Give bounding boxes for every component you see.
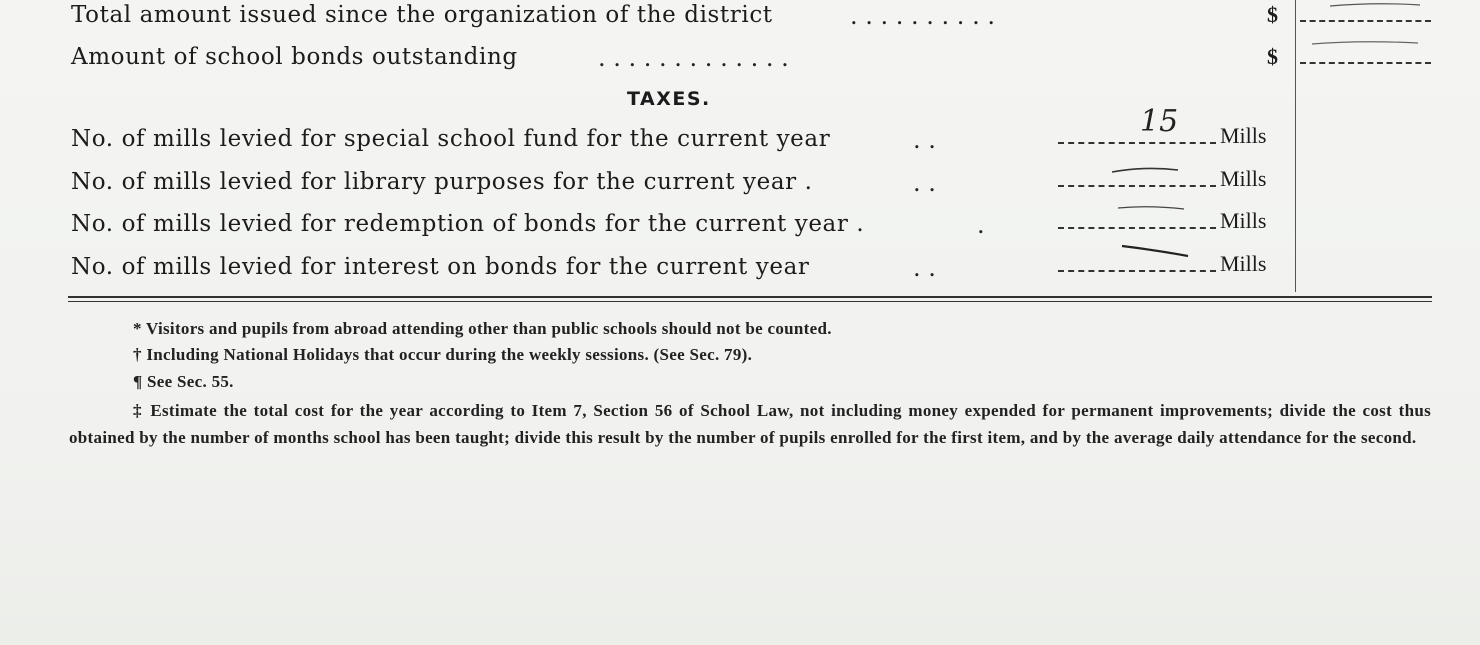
- pen-stroke-redemption: [1118, 207, 1184, 209]
- pen-stroke-library: [1112, 168, 1178, 172]
- tax-row-special-fund-unit: Mills: [1220, 123, 1267, 148]
- bonds-total-issued-label: Total amount issued since the organization of the district: [71, 2, 773, 28]
- tax-row-redemption-unit: Mills: [1220, 208, 1267, 233]
- footnote-visitors: * Visitors and pupils from abroad attending other than public schools should not be counted.: [133, 319, 832, 338]
- bonds-total-currency: $: [1267, 2, 1278, 27]
- section-rule-top: [68, 296, 1432, 298]
- tax-row-library-label: No. of mills levied for library purposes for the current year .: [71, 169, 813, 195]
- tax-row-interest-leader: . .: [913, 254, 936, 282]
- tax-row-library-leader: . .: [913, 169, 936, 197]
- tax-row-special-fund-label: No. of mills levied for special school fund for the current year: [71, 126, 831, 152]
- pen-stroke-outstanding: [1312, 42, 1418, 44]
- bonds-outstanding-currency: $: [1267, 44, 1278, 69]
- bonds-outstanding-label: Amount of school bonds outstanding: [71, 44, 518, 70]
- tax-row-redemption-label: No. of mills levied for redemption of bonds for the current year .: [71, 211, 865, 237]
- footnote-holidays: † Including National Holidays that occur during the weekly sessions. (See Sec. 79).: [133, 345, 753, 364]
- pen-stroke-total: [1330, 4, 1420, 6]
- tax-row-special-fund-value: 15: [1140, 104, 1179, 139]
- footnote-see-sec: ¶ See Sec. 55.: [133, 372, 234, 391]
- tax-row-interest-unit: Mills: [1220, 251, 1267, 276]
- footnote-estimate: ‡ Estimate the total cost for the year according to Item 7, Section 56 of School Law, not including money expended for permanent improvements; divide the cost thus obtained by the number of months school has been taught; divide this result by the number of pupils enrolled for the first item, and by the average daily attendance for the second.: [69, 401, 1431, 447]
- bonds-outstanding-leader: . . . . . . . . . . . . .: [598, 44, 789, 72]
- taxes-heading: TAXES.: [627, 88, 711, 110]
- tax-row-redemption-leader: .: [977, 211, 985, 239]
- tax-row-library-unit: Mills: [1220, 166, 1267, 191]
- tax-row-special-fund-leader: . .: [913, 126, 936, 154]
- bonds-total-issued-leader: . . . . . . . . . .: [850, 2, 995, 30]
- pen-stroke-interest: [1122, 246, 1188, 256]
- section-rule-bottom: [68, 301, 1432, 302]
- handwritten-marks: [0, 0, 1480, 300]
- tax-row-interest-label: No. of mills levied for interest on bonds for the current year: [71, 254, 810, 280]
